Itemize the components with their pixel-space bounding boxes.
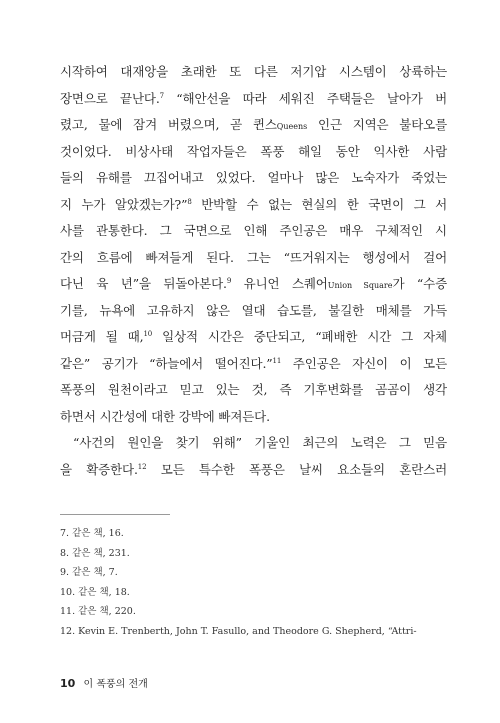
line-text: 렸고, 물에 잠겨 버렸으며, 곧 퀸스 [60, 117, 277, 132]
body-line [60, 324, 447, 351]
body-line [60, 218, 447, 245]
line-text: 유니언 스퀘어 [231, 276, 328, 291]
footnote-marker: 8 [187, 197, 192, 206]
body-line [60, 245, 447, 272]
line-text: 가 “수증 [392, 276, 447, 291]
page-number: 10 [60, 677, 76, 690]
footnote-item: 12. Kevin E. Trenberth, John T. Fasullo, and Theodore G. Shepherd, “Attri- [60, 625, 417, 637]
line-text: “해안선을 따라 세워진 주택들은 날아가 버 [163, 90, 447, 106]
body-line [60, 139, 447, 166]
body-line [60, 457, 447, 484]
footnote-item: 11. 같은 책, 220. [60, 606, 136, 617]
line-text: 시작하여 대재앙을 초래한 또 다른 저기압 시스템이 상륙하는 [60, 64, 447, 79]
footnote-item: 7. 같은 책, 16. [60, 528, 124, 539]
line-text: 하면서 시간성에 대한 강박에 빠져든다. [60, 408, 270, 424]
body-line [60, 271, 447, 298]
body-line [60, 59, 447, 86]
line-text: 다닌 육 년”을 뒤돌아본다. [60, 276, 227, 291]
body-text [60, 59, 447, 483]
footnote-marker: 9 [226, 277, 232, 285]
footnote-marker: 10 [143, 330, 153, 338]
line-text: 머금게 될 때, [60, 329, 144, 344]
line-text: 주인공은 자신이 이 모든 [281, 355, 447, 371]
line-text: 일상적 시간은 중단되고, “폐배한 시간 그 자체 [152, 329, 447, 344]
body-line [60, 112, 447, 139]
footnote-marker: 11 [272, 356, 282, 365]
line-text: 간의 흐름에 빠져들게 된다. 그는 “뜨거워지는 행성에서 걸어 [60, 249, 447, 265]
line-text: 들의 유해를 끄집어내고 있었다. 얼마나 많은 노숙자가 죽었는 [60, 170, 447, 185]
line-text: 지 누가 알았겠는가?” [60, 196, 188, 212]
line-text: 을 확증한다. [60, 461, 138, 477]
line-text: 반박할 수 없는 현실의 한 국면이 그 서 [191, 196, 448, 212]
body-line [60, 430, 447, 457]
body-line [60, 404, 447, 431]
body-line [60, 351, 447, 378]
line-text: 장면으로 끝난다. [60, 90, 160, 106]
footnote-item: 10. 같은 책, 18. [60, 586, 130, 598]
footnotes [60, 524, 450, 641]
body-line [60, 86, 447, 113]
body-line [60, 377, 447, 404]
original-term: Queens [276, 122, 308, 131]
footnote-rule [60, 514, 170, 515]
line-text: 모든 특수한 폭풍은 날씨 요소들의 혼란스러 [146, 461, 447, 477]
body-line [60, 165, 447, 192]
line-text: 인근 지역은 불타오를 [307, 117, 448, 132]
line-text: 폭풍의 원천이라고 믿고 있는 것, 즉 기후변화를 곰곰이 생각 [60, 382, 447, 397]
body-line [60, 192, 447, 219]
line-text: 기를, 뉴욕에 고유하지 않은 열대 습도를, 불길한 매체를 가득 [60, 302, 447, 318]
line-text: 사를 관통한다. 그 국면으로 인해 주인공은 매우 구체적인 시 [60, 223, 447, 238]
running-head: 이 폭풍의 전개 [83, 679, 148, 690]
line-text: 같은” 공기가 “하늘에서 떨어진다.” [60, 355, 273, 371]
footnote-marker: 12 [137, 462, 147, 471]
original-term: Union Square [327, 281, 393, 290]
line-text: “사건의 원인을 찾기 위해” 기울인 최근의 노력은 그 믿음 [73, 435, 447, 450]
body-line [60, 298, 447, 325]
footnote-marker: 7 [159, 91, 164, 100]
footnote-item: 8. 같은 책, 231. [60, 547, 130, 559]
page-footer [60, 675, 148, 690]
footnote-item: 9. 같은 책, 7. [60, 567, 118, 578]
line-text: 것이었다. 비상사태 작업자들은 폭풍 해일 동안 익사한 사람 [60, 143, 447, 159]
